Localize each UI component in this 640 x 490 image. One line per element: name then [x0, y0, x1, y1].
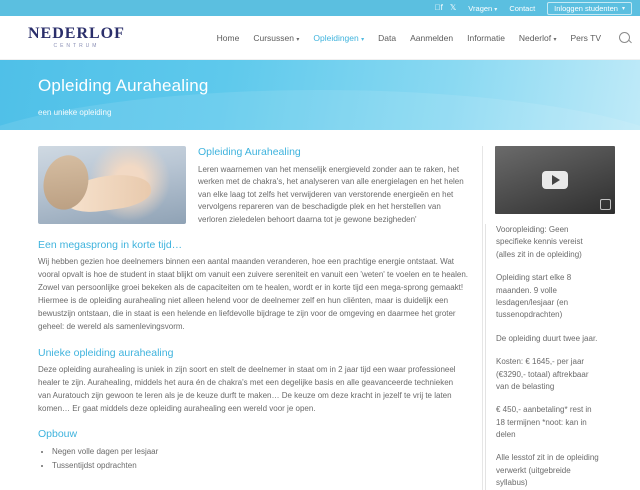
intro-text: [198, 146, 468, 226]
twitter-icon[interactable]: 𝕏: [449, 3, 457, 12]
search-icon[interactable]: [619, 32, 630, 43]
nav-item-cursussen[interactable]: Cursussen ▾: [253, 32, 300, 43]
section-opbouw: [38, 428, 468, 472]
section-heading: Een megasprong in korte tijd…: [38, 238, 183, 251]
main-nav: [217, 32, 630, 43]
chevron-down-icon: ▾: [621, 5, 625, 12]
fullscreen-icon[interactable]: [600, 199, 611, 210]
fact-aanbetaling: € 450,- aanbetaling* rest in 18 termijnen *noot: kan in delen: [496, 405, 592, 440]
section-megasprong: [38, 239, 468, 334]
facebook-icon[interactable]: f: [440, 3, 443, 12]
opbouw-list: [38, 445, 468, 472]
logo[interactable]: [28, 26, 125, 49]
fact-duur: De opleiding duurt twee jaar.: [496, 333, 598, 343]
list-item: • Negen volle dagen per lesjaar: [52, 445, 468, 459]
site-header: [0, 16, 640, 60]
fact-start: Opleiding start elke 8 maanden. 9 volle lesdagen/lesjaar (en tussenopdrachten): [496, 273, 572, 320]
topbar-link-contact[interactable]: Contact: [509, 3, 536, 13]
utility-topbar: [0, 0, 640, 16]
fact-vooropleiding: Vooropleiding: Geen specifieke kennis vereist (alles zit in de opleiding): [496, 225, 583, 259]
section-unieke-opleiding: [38, 347, 468, 416]
opbouw-heading: Opbouw: [38, 428, 78, 441]
nav-item-nederlof[interactable]: Nederlof ▾: [518, 32, 557, 43]
logo-subtitle: CENTRUM: [53, 43, 100, 49]
main-column: [38, 146, 468, 490]
page-title: Opleiding Aurahealing: [38, 76, 209, 95]
promo-video[interactable]: [495, 146, 615, 214]
login-button[interactable]: [547, 2, 632, 15]
treatment-photo: [38, 146, 186, 224]
nav-item-data[interactable]: Data: [378, 32, 397, 43]
section-paragraph: Deze opleiding aurahealing is uniek in zijn soort en stelt de deelnemer in staat om in 2 jaar tijd een waar professioneel healer te zijn. Aurahealing, middels het aura én de chakra's met een degelijke basis en alle geavanceerde technieken van Auratouch zijn gewoon te leren als je de keuze durft te maken… De keuze om deze kracht in jezelf te vrij te laten komen… Er gaat middels deze opleiding aurahealing een wereld voor je open.: [38, 364, 456, 413]
section-heading: Unieke opleiding aurahealing: [38, 346, 174, 359]
chevron-down-icon: ▾: [361, 36, 365, 43]
list-item: • Tussentijdst opdrachten: [52, 459, 468, 473]
login-label: Inloggen studenten: [554, 3, 618, 13]
page-tagline: een unieke opleiding: [38, 108, 112, 117]
intro-row: [38, 146, 468, 226]
fact-lesstof: Alle lesstof zit in de opleiding verwerkt (uitgebreide syllabus): [496, 453, 599, 488]
topbar-link-vragen[interactable]: Vragen ▾: [468, 3, 498, 13]
nav-item-opleidingen[interactable]: Opleidingen ▾: [313, 32, 365, 43]
fact-kosten: Kosten: € 1645,- per jaar (€3290,- totaal) aftrekbaar van de belasting: [496, 357, 589, 391]
social-links: [435, 4, 457, 12]
intro-paragraph: Leren waarnemen van het menselijk energieveld zonder aan te raken, het werken met de chakra's, het analyseren van alle energielagen en het helen van elke laag tot zelfs het verwijderen van verstorende energieën en het vervolgens repareren van de beschadigde plek en het herstellen van verloren zieledelen behoort daarna tot je gewone bezigheden': [198, 165, 464, 224]
sidebar-wrap: [482, 146, 602, 490]
intro-heading: Opleiding Aurahealing: [198, 146, 301, 158]
play-icon[interactable]: [542, 171, 568, 189]
chevron-down-icon: ▾: [296, 36, 300, 43]
topbar-links: [468, 2, 632, 15]
chevron-down-icon: ▾: [494, 6, 498, 13]
section-paragraph: Wij hebben gezien hoe deelnemers binnen een aantal maanden veranderen, hoe een prachtige energie ontstaat. Wat vooral opvalt is hoe de student in staat blijkt om vanuit een zuivere sereniteit en vanuit een 'weten' te voelen en te healen. Zowel van persoonlijke groei bekeken als de capaciteiten om te healen, wordt er in korte tijd een mega-sprong gemaakt! Hiermee is de opleiding aurahealing niet alleen helend voor de deelnemer zelf en hun cliënten, maar is duidelijk een bewustzijn ontstaan, die in staat is een helende en liefdevolle bijdrage te zijn voor de omgeving en daarmee het groter geheel: de wereld als samenlevingsvorm.: [38, 256, 468, 331]
page-content: [0, 130, 640, 490]
chevron-down-icon: ▾: [553, 36, 557, 43]
nav-item-informatie[interactable]: Informatie: [467, 32, 505, 43]
nav-item-pers-tv[interactable]: Pers TV: [570, 32, 601, 43]
course-facts: [485, 224, 602, 490]
nav-item-home[interactable]: Home: [216, 32, 240, 43]
sidebar-column: [482, 146, 602, 490]
page-hero: [0, 60, 640, 130]
nav-item-aanmelden[interactable]: Aanmelden: [410, 32, 454, 43]
logo-name: NEDERLOF: [28, 25, 125, 42]
